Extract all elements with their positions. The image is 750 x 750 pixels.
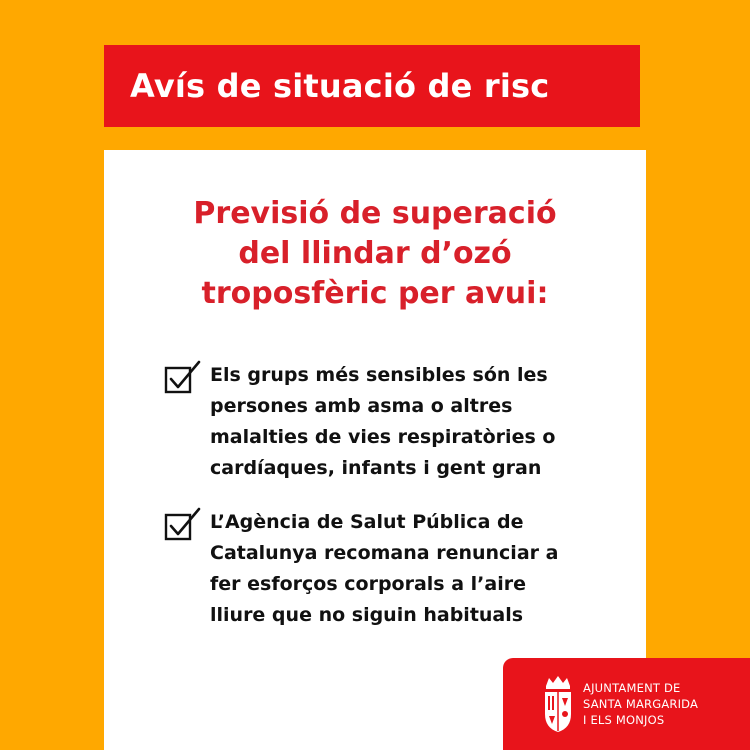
logo-line: AJUNTAMENT DE (583, 681, 681, 695)
card-heading-line: Previsió de superació (193, 196, 557, 231)
card-heading-line: troposfèric per avui: (201, 276, 549, 311)
header-banner (104, 45, 640, 127)
municipal-logo (503, 658, 750, 750)
check-item-line: Els grups més sensibles són les (210, 364, 548, 386)
card-heading-line: del llindar d’ozó (238, 236, 512, 271)
logo-line: SANTA MARGARIDA (583, 697, 699, 711)
check-item-line: lliure que no siguin habituals (210, 604, 524, 626)
checkbox-checked-icon (164, 360, 204, 396)
check-item-line: fer esforços corporals a l’aire (210, 573, 526, 595)
check-item-line: malalties de vies respiratòries o (210, 426, 556, 448)
logo-text (583, 680, 698, 728)
checkbox-checked-icon (164, 507, 204, 543)
check-item-text (210, 507, 640, 631)
header-title: Avís de situació de risc (130, 67, 550, 105)
logo-line: I ELS MONJOS (583, 713, 665, 727)
card-heading (104, 194, 646, 314)
check-item-text (210, 360, 640, 484)
check-item-line: persones amb asma o altres (210, 395, 513, 417)
check-item-line: Catalunya recomana renunciar a (210, 542, 559, 564)
check-item-line: cardíaques, infants i gent gran (210, 457, 542, 479)
check-item-line: L’Agència de Salut Pública de (210, 511, 524, 533)
coat-of-arms-icon (541, 674, 575, 734)
